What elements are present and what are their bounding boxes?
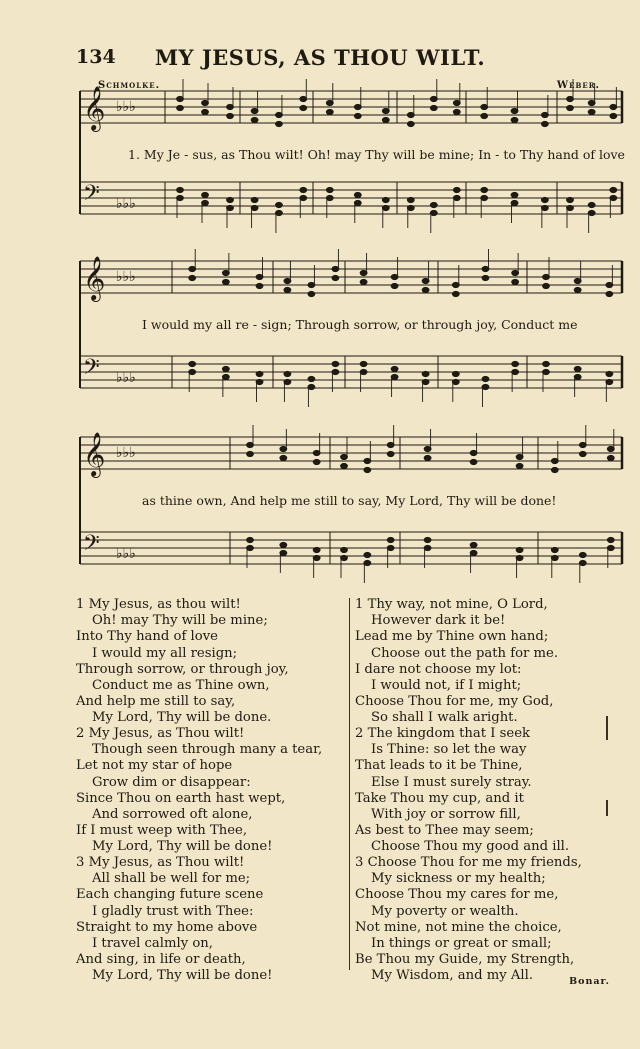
note-head	[202, 200, 209, 205]
note-head	[482, 275, 489, 280]
note-head	[511, 200, 518, 205]
note-head	[512, 270, 519, 275]
note-head	[607, 446, 614, 451]
lyric-line-1: 1. My Je - sus, as Thou wilt! Oh! may Thy will be mine; In - to Thy hand of love	[128, 147, 625, 162]
note-head	[541, 205, 548, 210]
note-head	[610, 113, 617, 118]
verse-line: And sing, in life or death,	[76, 952, 246, 968]
note-head	[579, 442, 586, 447]
note-head	[300, 187, 307, 192]
verse-line: My poverty or wealth.	[371, 903, 519, 919]
note-head	[382, 205, 389, 210]
note-head	[354, 200, 361, 205]
note-head	[326, 195, 333, 200]
page-edge-mark	[606, 800, 608, 816]
note-head	[422, 379, 429, 384]
note-head	[251, 117, 258, 122]
note-head	[313, 450, 320, 455]
note-head	[452, 282, 459, 287]
note-head	[177, 105, 184, 110]
note-head	[300, 96, 307, 101]
left-verse-1	[76, 597, 289, 727]
lyric-line-2: I would my all re - sign; Through sorrow, or through joy, Conduct me	[142, 317, 578, 332]
left-verse-3	[76, 855, 272, 985]
note-head	[256, 274, 263, 279]
note-head	[567, 197, 574, 202]
note-head	[202, 192, 209, 197]
verse-line: Since Thou on earth hast wept,	[76, 790, 286, 806]
note-head	[189, 275, 196, 280]
note-head	[541, 121, 548, 126]
note-head	[341, 555, 348, 560]
note-head	[424, 455, 431, 460]
note-head	[280, 542, 287, 547]
verse-line: Into Thy hand of love	[76, 629, 218, 645]
verse-line: Oh! may Thy will be mine;	[92, 613, 268, 629]
note-head	[364, 467, 371, 472]
hymn-author: Bonar.	[569, 976, 610, 987]
note-head	[543, 274, 550, 279]
note-head	[227, 113, 234, 118]
verse-line: Take Thou my cup, and it	[355, 790, 524, 806]
verse-line: 3 My Jesus, as Thou wilt!	[76, 855, 245, 870]
note-head	[313, 547, 320, 552]
note-head	[606, 282, 613, 287]
note-head	[247, 545, 254, 550]
note-head	[607, 455, 614, 460]
note-head	[280, 446, 287, 451]
note-head	[247, 442, 254, 447]
note-head	[481, 113, 488, 118]
note-head	[251, 108, 258, 113]
verse-line: As best to Thee may seem;	[355, 823, 534, 839]
note-head	[512, 369, 519, 374]
note-head	[574, 366, 581, 371]
note-head	[227, 205, 234, 210]
note-head	[177, 96, 184, 101]
note-head	[354, 104, 361, 109]
note-head	[422, 287, 429, 292]
note-head	[511, 117, 518, 122]
note-head	[326, 187, 333, 192]
note-head	[430, 210, 437, 215]
verse-line: So shall I walk aright.	[371, 710, 518, 726]
note-head	[387, 537, 394, 542]
note-head	[360, 270, 367, 275]
note-head	[280, 550, 287, 555]
note-head	[247, 537, 254, 542]
note-head	[341, 454, 348, 459]
note-head	[391, 283, 398, 288]
page-number: 134	[76, 46, 116, 68]
verse-line: Is Thine: so let the way	[371, 742, 527, 758]
note-head	[284, 379, 291, 384]
verse-line: Lead me by Thine own hand;	[355, 629, 549, 645]
note-head	[481, 195, 488, 200]
note-head	[391, 374, 398, 379]
note-head	[512, 279, 519, 284]
note-head	[222, 279, 229, 284]
note-head	[189, 361, 196, 366]
note-head	[579, 451, 586, 456]
note-head	[332, 275, 339, 280]
note-head	[588, 100, 595, 105]
verse-line: In things or great or small;	[371, 936, 552, 952]
note-head	[453, 109, 460, 114]
music-author: Weber.	[556, 80, 600, 91]
verse-line: Though seen through many a tear,	[92, 742, 323, 758]
note-head	[588, 210, 595, 215]
note-head	[541, 197, 548, 202]
note-head	[516, 555, 523, 560]
note-head	[251, 197, 258, 202]
note-head	[313, 555, 320, 560]
note-head	[341, 547, 348, 552]
note-head	[308, 291, 315, 296]
note-head	[326, 109, 333, 114]
verse-line: Through sorrow, or through joy,	[76, 661, 289, 677]
verse-line: My Lord, Thy will be done!	[92, 839, 273, 855]
note-head	[606, 291, 613, 296]
verse-line: I gladly trust with Thee:	[92, 903, 254, 919]
note-head	[482, 384, 489, 389]
note-head	[424, 545, 431, 550]
note-head	[470, 450, 477, 455]
note-head	[256, 379, 263, 384]
note-head	[579, 560, 586, 565]
verse-line: 3 Choose Thou for me my friends,	[355, 855, 582, 870]
verse-line: Choose Thou for me, my God,	[355, 694, 554, 710]
note-head	[407, 205, 414, 210]
note-head	[189, 369, 196, 374]
note-head	[308, 282, 315, 287]
note-head	[189, 266, 196, 271]
note-head	[574, 278, 581, 283]
note-head	[567, 205, 574, 210]
flat-sign-icon: ♭♭♭	[116, 546, 136, 562]
note-head	[516, 463, 523, 468]
note-head	[360, 361, 367, 366]
flat-sign-icon: ♭♭♭	[116, 99, 136, 115]
verse-line: Grow dim or disappear:	[92, 774, 251, 790]
note-head	[588, 202, 595, 207]
note-head	[300, 195, 307, 200]
note-head	[606, 371, 613, 376]
verse-line: All shall be well for me;	[92, 871, 251, 887]
verse-line: With joy or sorrow fill,	[371, 807, 521, 823]
note-head	[452, 371, 459, 376]
verse-line: 2 The kingdom that I seek	[355, 726, 531, 741]
note-head	[341, 463, 348, 468]
note-head	[482, 376, 489, 381]
note-head	[470, 459, 477, 464]
flat-sign-icon: ♭♭♭	[116, 196, 136, 212]
note-head	[177, 195, 184, 200]
note-head	[308, 384, 315, 389]
verse-line: Conduct me as Thine own,	[92, 678, 270, 694]
verse-line: Let not my star of hope	[76, 758, 233, 774]
note-head	[607, 537, 614, 542]
treble-clef-icon: 𝄞	[83, 86, 106, 130]
note-head	[284, 278, 291, 283]
flat-sign-icon: ♭♭♭	[116, 370, 136, 386]
column-divider	[349, 598, 350, 970]
note-head	[579, 552, 586, 557]
note-head	[387, 442, 394, 447]
note-head	[256, 283, 263, 288]
bass-clef-icon: 𝄢	[83, 355, 100, 385]
note-head	[247, 451, 254, 456]
verse-line: I travel calmly on,	[92, 936, 213, 952]
verse-line: I would not, if I might;	[371, 678, 522, 694]
note-head	[364, 458, 371, 463]
note-head	[382, 108, 389, 113]
note-head	[453, 187, 460, 192]
words-author: Schmolke.	[98, 80, 161, 91]
note-head	[276, 210, 283, 215]
note-head	[227, 197, 234, 202]
note-head	[202, 109, 209, 114]
note-head	[551, 467, 558, 472]
note-head	[430, 96, 437, 101]
treble-clef-icon: 𝄞	[83, 256, 106, 300]
note-head	[588, 109, 595, 114]
note-head	[387, 545, 394, 550]
verse-line: 1 Thy way, not mine, O Lord,	[355, 597, 548, 612]
note-head	[276, 112, 283, 117]
note-head	[607, 545, 614, 550]
note-head	[382, 117, 389, 122]
verse-line: My Lord, Thy will be done.	[92, 710, 272, 726]
verse-line: However dark it be!	[371, 613, 506, 629]
note-head	[354, 192, 361, 197]
note-head	[280, 455, 287, 460]
note-head	[574, 374, 581, 379]
page-edge-mark	[606, 716, 608, 740]
verse-line: Else I must surely stray.	[371, 774, 532, 790]
note-head	[202, 100, 209, 105]
verse-line: 1 My Jesus, as thou wilt!	[76, 597, 241, 612]
note-head	[360, 369, 367, 374]
note-head	[284, 287, 291, 292]
verse-line: Choose out the path for me.	[371, 645, 559, 661]
note-head	[543, 361, 550, 366]
bass-clef-icon: 𝄢	[83, 181, 100, 211]
note-head	[326, 100, 333, 105]
verse-line: Not mine, not mine the choice,	[355, 919, 562, 935]
note-head	[424, 537, 431, 542]
note-head	[482, 266, 489, 271]
note-head	[276, 202, 283, 207]
note-head	[511, 192, 518, 197]
note-head	[606, 379, 613, 384]
note-head	[551, 555, 558, 560]
flat-sign-icon: ♭♭♭	[116, 445, 136, 461]
verse-line: 2 My Jesus, as Thou wilt!	[76, 726, 245, 741]
treble-clef-icon: 𝄞	[83, 432, 106, 476]
note-head	[364, 560, 371, 565]
note-head	[470, 542, 477, 547]
note-head	[251, 205, 258, 210]
flat-sign-icon: ♭♭♭	[116, 269, 136, 285]
note-head	[453, 100, 460, 105]
verse-line: If I must weep with Thee,	[76, 823, 248, 839]
left-verse-2	[76, 726, 322, 856]
note-head	[610, 104, 617, 109]
verse-line: And sorrowed oft alone,	[92, 807, 253, 823]
note-head	[543, 369, 550, 374]
note-head	[541, 112, 548, 117]
note-head	[332, 266, 339, 271]
note-head	[177, 187, 184, 192]
note-head	[574, 287, 581, 292]
verse-line: Each changing future scene	[76, 887, 264, 903]
verse-line: My sickness or my health;	[371, 871, 546, 887]
verse-line: Be Thou my Guide, my Strength,	[355, 952, 575, 968]
hymn-title: MY JESUS, AS THOU WILT.	[154, 45, 486, 70]
note-head	[354, 113, 361, 118]
note-head	[543, 283, 550, 288]
note-head	[430, 105, 437, 110]
note-head	[222, 366, 229, 371]
bass-clef-icon: 𝄢	[83, 531, 100, 561]
note-head	[222, 270, 229, 275]
note-head	[391, 274, 398, 279]
note-head	[422, 371, 429, 376]
note-head	[387, 451, 394, 456]
note-head	[313, 459, 320, 464]
note-head	[470, 550, 477, 555]
note-head	[332, 361, 339, 366]
note-head	[452, 291, 459, 296]
note-head	[364, 552, 371, 557]
verse-line: And help me still to say,	[76, 694, 236, 710]
verse-line: Choose Thou my good and ill.	[371, 839, 570, 855]
verse-line: Choose Thou my cares for me,	[355, 887, 559, 903]
note-head	[308, 376, 315, 381]
note-head	[276, 121, 283, 126]
lyric-line-3: as thine own, And help me still to say, My Lord, Thy will be done!	[142, 493, 557, 508]
note-head	[332, 369, 339, 374]
verse-line: I dare not choose my lot:	[355, 661, 522, 677]
note-head	[391, 366, 398, 371]
note-head	[610, 195, 617, 200]
note-head	[567, 96, 574, 101]
note-head	[516, 547, 523, 552]
note-head	[516, 454, 523, 459]
verse-line: My Lord, Thy will be done!	[92, 968, 273, 984]
note-head	[424, 446, 431, 451]
note-head	[481, 187, 488, 192]
note-head	[453, 195, 460, 200]
right-verse-1	[355, 597, 558, 727]
note-head	[407, 112, 414, 117]
note-head	[407, 197, 414, 202]
note-head	[300, 105, 307, 110]
note-head	[407, 121, 414, 126]
note-head	[452, 379, 459, 384]
note-head	[422, 278, 429, 283]
verse-line: That leads to it be Thine,	[355, 758, 523, 774]
note-head	[511, 108, 518, 113]
verse-line: My Wisdom, and my All.	[371, 968, 534, 984]
note-head	[512, 361, 519, 366]
note-head	[481, 104, 488, 109]
verse-line: I would my all resign;	[92, 645, 238, 661]
right-verse-3	[355, 855, 582, 985]
note-head	[284, 371, 291, 376]
note-head	[551, 547, 558, 552]
note-head	[222, 374, 229, 379]
note-head	[430, 202, 437, 207]
verse-line: Straight to my home above	[76, 919, 258, 935]
note-head	[227, 104, 234, 109]
note-head	[360, 279, 367, 284]
note-head	[610, 187, 617, 192]
note-head	[256, 371, 263, 376]
right-verse-2	[355, 726, 569, 856]
note-head	[567, 105, 574, 110]
note-head	[382, 197, 389, 202]
note-head	[551, 458, 558, 463]
